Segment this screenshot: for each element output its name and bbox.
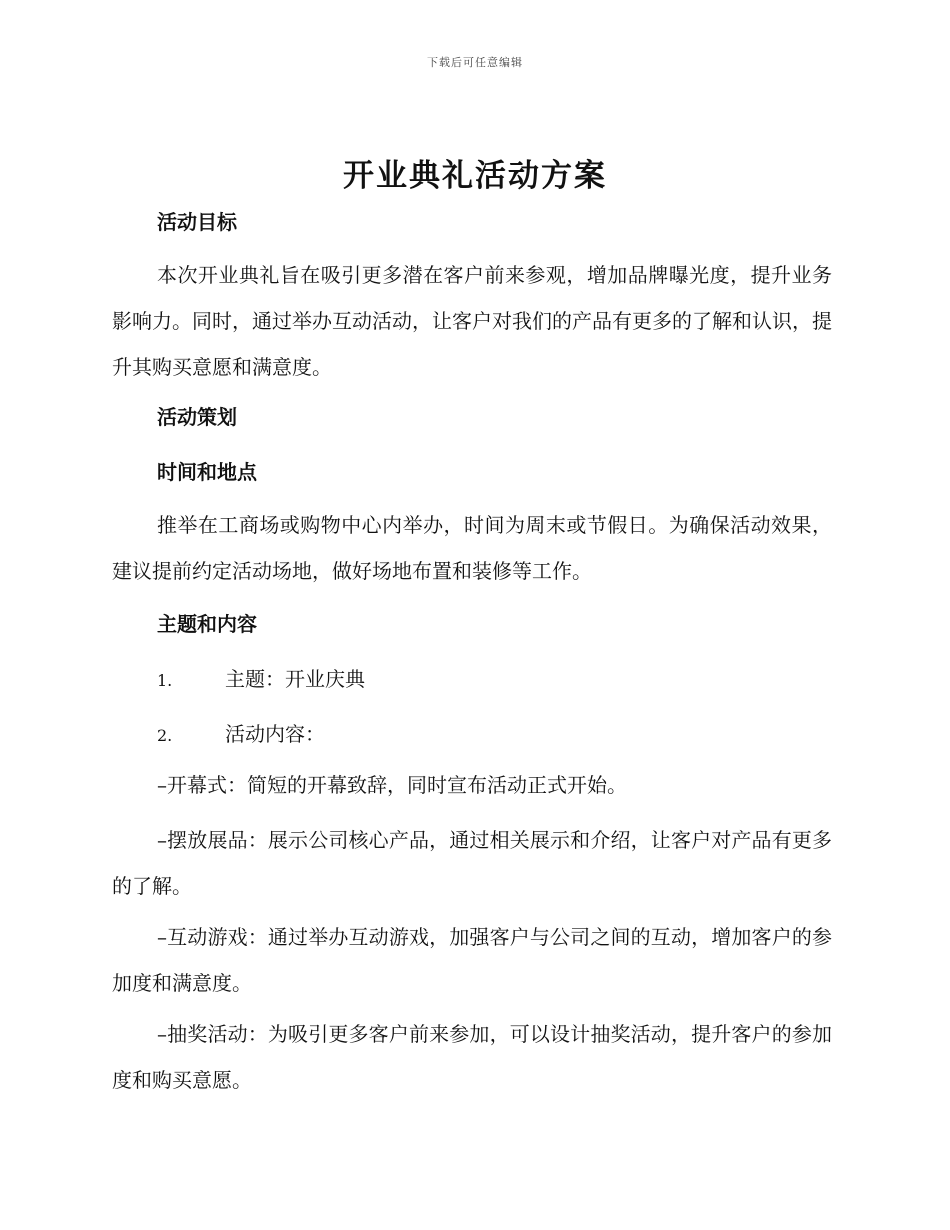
paragraph-item-lottery: –抽奖活动：为吸引更多客户前来参加，可以设计抽奖活动，提升客户的参加度和购买意愿。 (112, 1022, 832, 1092)
list-number: 2. (157, 726, 173, 745)
section-heading-time-place: 时间和地点 (157, 460, 257, 484)
paragraph-goal: 本次开业典礼旨在吸引更多潜在客户前来参观，增加品牌曝光度，提升业务影响力。同时，通过举办互动活动，让客户对我们的产品有更多的了解和认识，提升其购买意愿和满意度。 (112, 263, 832, 379)
paragraph-item-exhibit: –摆放展品：展示公司核心产品，通过相关展示和介绍，让客户对产品有更多的了解。 (112, 828, 832, 898)
header-note: 下载后可任意编辑 (427, 56, 523, 69)
list-text: 活动内容： (225, 722, 325, 746)
list-item (157, 718, 325, 747)
section-heading-goal: 活动目标 (157, 210, 237, 234)
list-text: 主题：开业庆典 (225, 667, 365, 691)
page-title: 开业典礼活动方案 (343, 158, 607, 194)
section-heading-theme: 主题和内容 (157, 612, 257, 636)
section-heading-plan: 活动策划 (157, 405, 237, 429)
paragraph-item-opening: –开幕式：简短的开幕致辞，同时宣布活动正式开始。 (157, 773, 627, 797)
paragraph-time-place: 推举在工商场或购物中心内举办，时间为周末或节假日。为确保活动效果，建议提前约定活动场地，做好场地布置和装修等工作。 (112, 513, 832, 583)
paragraph-item-games: –互动游戏：通过举办互动游戏，加强客户与公司之间的互动，增加客户的参加度和满意度。 (112, 925, 832, 995)
list-number: 1. (157, 671, 173, 690)
list-item (157, 663, 365, 692)
